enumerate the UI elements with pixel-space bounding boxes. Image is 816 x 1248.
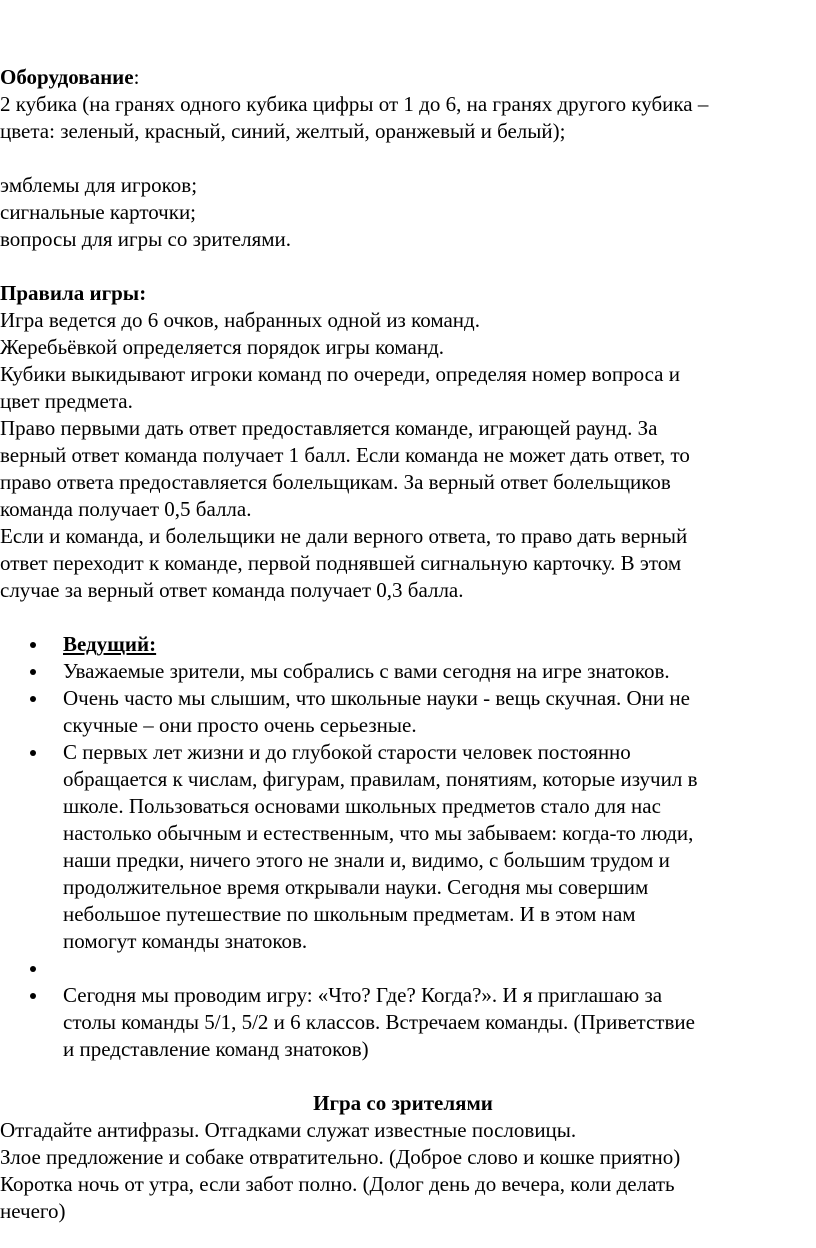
- spacer: [0, 1063, 806, 1090]
- host-bullet-list: [0, 631, 806, 1063]
- equipment-item-1: эмблемы для игроков;: [0, 173, 198, 197]
- rules-heading: [0, 280, 806, 307]
- list-item: [0, 739, 806, 955]
- rules-line: ответ переходит к команде, первой поднявшей сигнальную карточку. В этом: [0, 551, 682, 575]
- equipment-item-3: вопросы для игры со зрителями.: [0, 227, 292, 251]
- rules-line: команда получает 0,5 балла.: [0, 497, 252, 521]
- equipment-item-2: сигнальные карточки;: [0, 200, 197, 224]
- bullet-icon: [30, 966, 36, 972]
- bullet-icon: [30, 669, 36, 675]
- rules-line: право ответа предоставляется болельщикам. За верный ответ болельщиков: [0, 470, 671, 494]
- list-item-empty: [0, 955, 806, 982]
- bullet-icon: [30, 696, 36, 702]
- audience-heading-text: Игра со зрителями: [313, 1091, 493, 1115]
- audience-line: нечего): [0, 1199, 66, 1223]
- host-heading: Ведущий:: [63, 632, 157, 656]
- host-bullet-1: Уважаемые зрители, мы собрались с вами сегодня на игре знатоков.: [63, 659, 670, 683]
- list-item: [0, 631, 806, 658]
- audience-line: Коротка ночь от утра, если забот полно. (Долог день до вечера, коли делать: [0, 1172, 675, 1196]
- host-bullet-3-line: небольшое путешествие по школьным предметам. И в этом нам: [63, 902, 636, 926]
- bullet-icon: [30, 642, 36, 648]
- bullet-icon: [30, 750, 36, 756]
- equipment-line-2: цвета: зеленый, красный, синий, желтый, оранжевый и белый);: [0, 119, 566, 143]
- equipment-heading-line: [0, 64, 806, 91]
- host-bullet-5-line: и представление команд знатоков): [63, 1037, 369, 1061]
- rules-heading-text: Правила игры:: [0, 281, 147, 305]
- rules-line: Игра ведется до 6 очков, набранных одной из команд.: [0, 308, 480, 332]
- host-bullet-5-line: Сегодня мы проводим игру: «Что? Где? Когда?». И я приглашаю за: [63, 983, 663, 1007]
- rules-line: Право первыми дать ответ предоставляется команде, играющей раунд. За: [0, 416, 658, 440]
- equipment-heading: Оборудование: [0, 65, 134, 89]
- host-bullet-5-line: столы команды 5/1, 5/2 и 6 классов. Встречаем команды. (Приветствие: [63, 1010, 695, 1034]
- host-bullet-3-line: продолжительное время открывали науки. Сегодня мы совершим: [63, 875, 649, 899]
- spacer: [0, 604, 806, 631]
- audience-heading: [0, 1090, 806, 1117]
- host-bullet-2-line: скучные – они просто очень серьезные.: [63, 713, 417, 737]
- list-item: [0, 982, 806, 1063]
- host-bullet-3-line: настолько обычным и естественным, что мы забываем: когда-то люди,: [63, 821, 694, 845]
- equipment-line-1: 2 кубика (на гранях одного кубика цифры от 1 до 6, на гранях другого кубика –: [0, 92, 709, 116]
- host-bullet-2-line: Очень часто мы слышим, что школьные науки - вещь скучная. Они не: [63, 686, 690, 710]
- host-bullet-3-line: наши предки, ничего этого не знали и, видимо, с большим трудом и: [63, 848, 670, 872]
- rules-line: Если и команда, и болельщики не дали верного ответа, то право дать верный: [0, 524, 688, 548]
- list-item: [0, 658, 806, 685]
- rules-line: случае за верный ответ команда получает 0,3 балла.: [0, 578, 464, 602]
- rules-line: верный ответ команда получает 1 балл. Если команда не может дать ответ, то: [0, 443, 690, 467]
- bullet-icon: [30, 993, 36, 999]
- spacer: [0, 253, 806, 280]
- host-bullet-3-line: обращается к числам, фигурам, правилам, понятиям, которые изучил в: [63, 767, 698, 791]
- audience-line: Отгадайте антифразы. Отгадками служат известные пословицы.: [0, 1118, 577, 1142]
- equipment-colon: :: [133, 65, 140, 89]
- host-bullet-3-line: школе. Пользоваться основами школьных предметов стало для нас: [63, 794, 661, 818]
- host-bullet-3-line: С первых лет жизни и до глубокой старости человек постоянно: [63, 740, 631, 764]
- audience-line: Злое предложение и собаке отвратительно. (Доброе слово и кошке приятно): [0, 1145, 681, 1169]
- list-item: [0, 685, 806, 739]
- rules-line: Кубики выкидывают игроки команд по очереди, определяя номер вопроса и: [0, 362, 680, 386]
- host-bullet-3-line: помогут команды знатоков.: [63, 929, 308, 953]
- rules-line: Жеребьёвкой определяется порядок игры команд.: [0, 335, 445, 359]
- rules-line: цвет предмета.: [0, 389, 133, 413]
- spacer: [0, 145, 806, 172]
